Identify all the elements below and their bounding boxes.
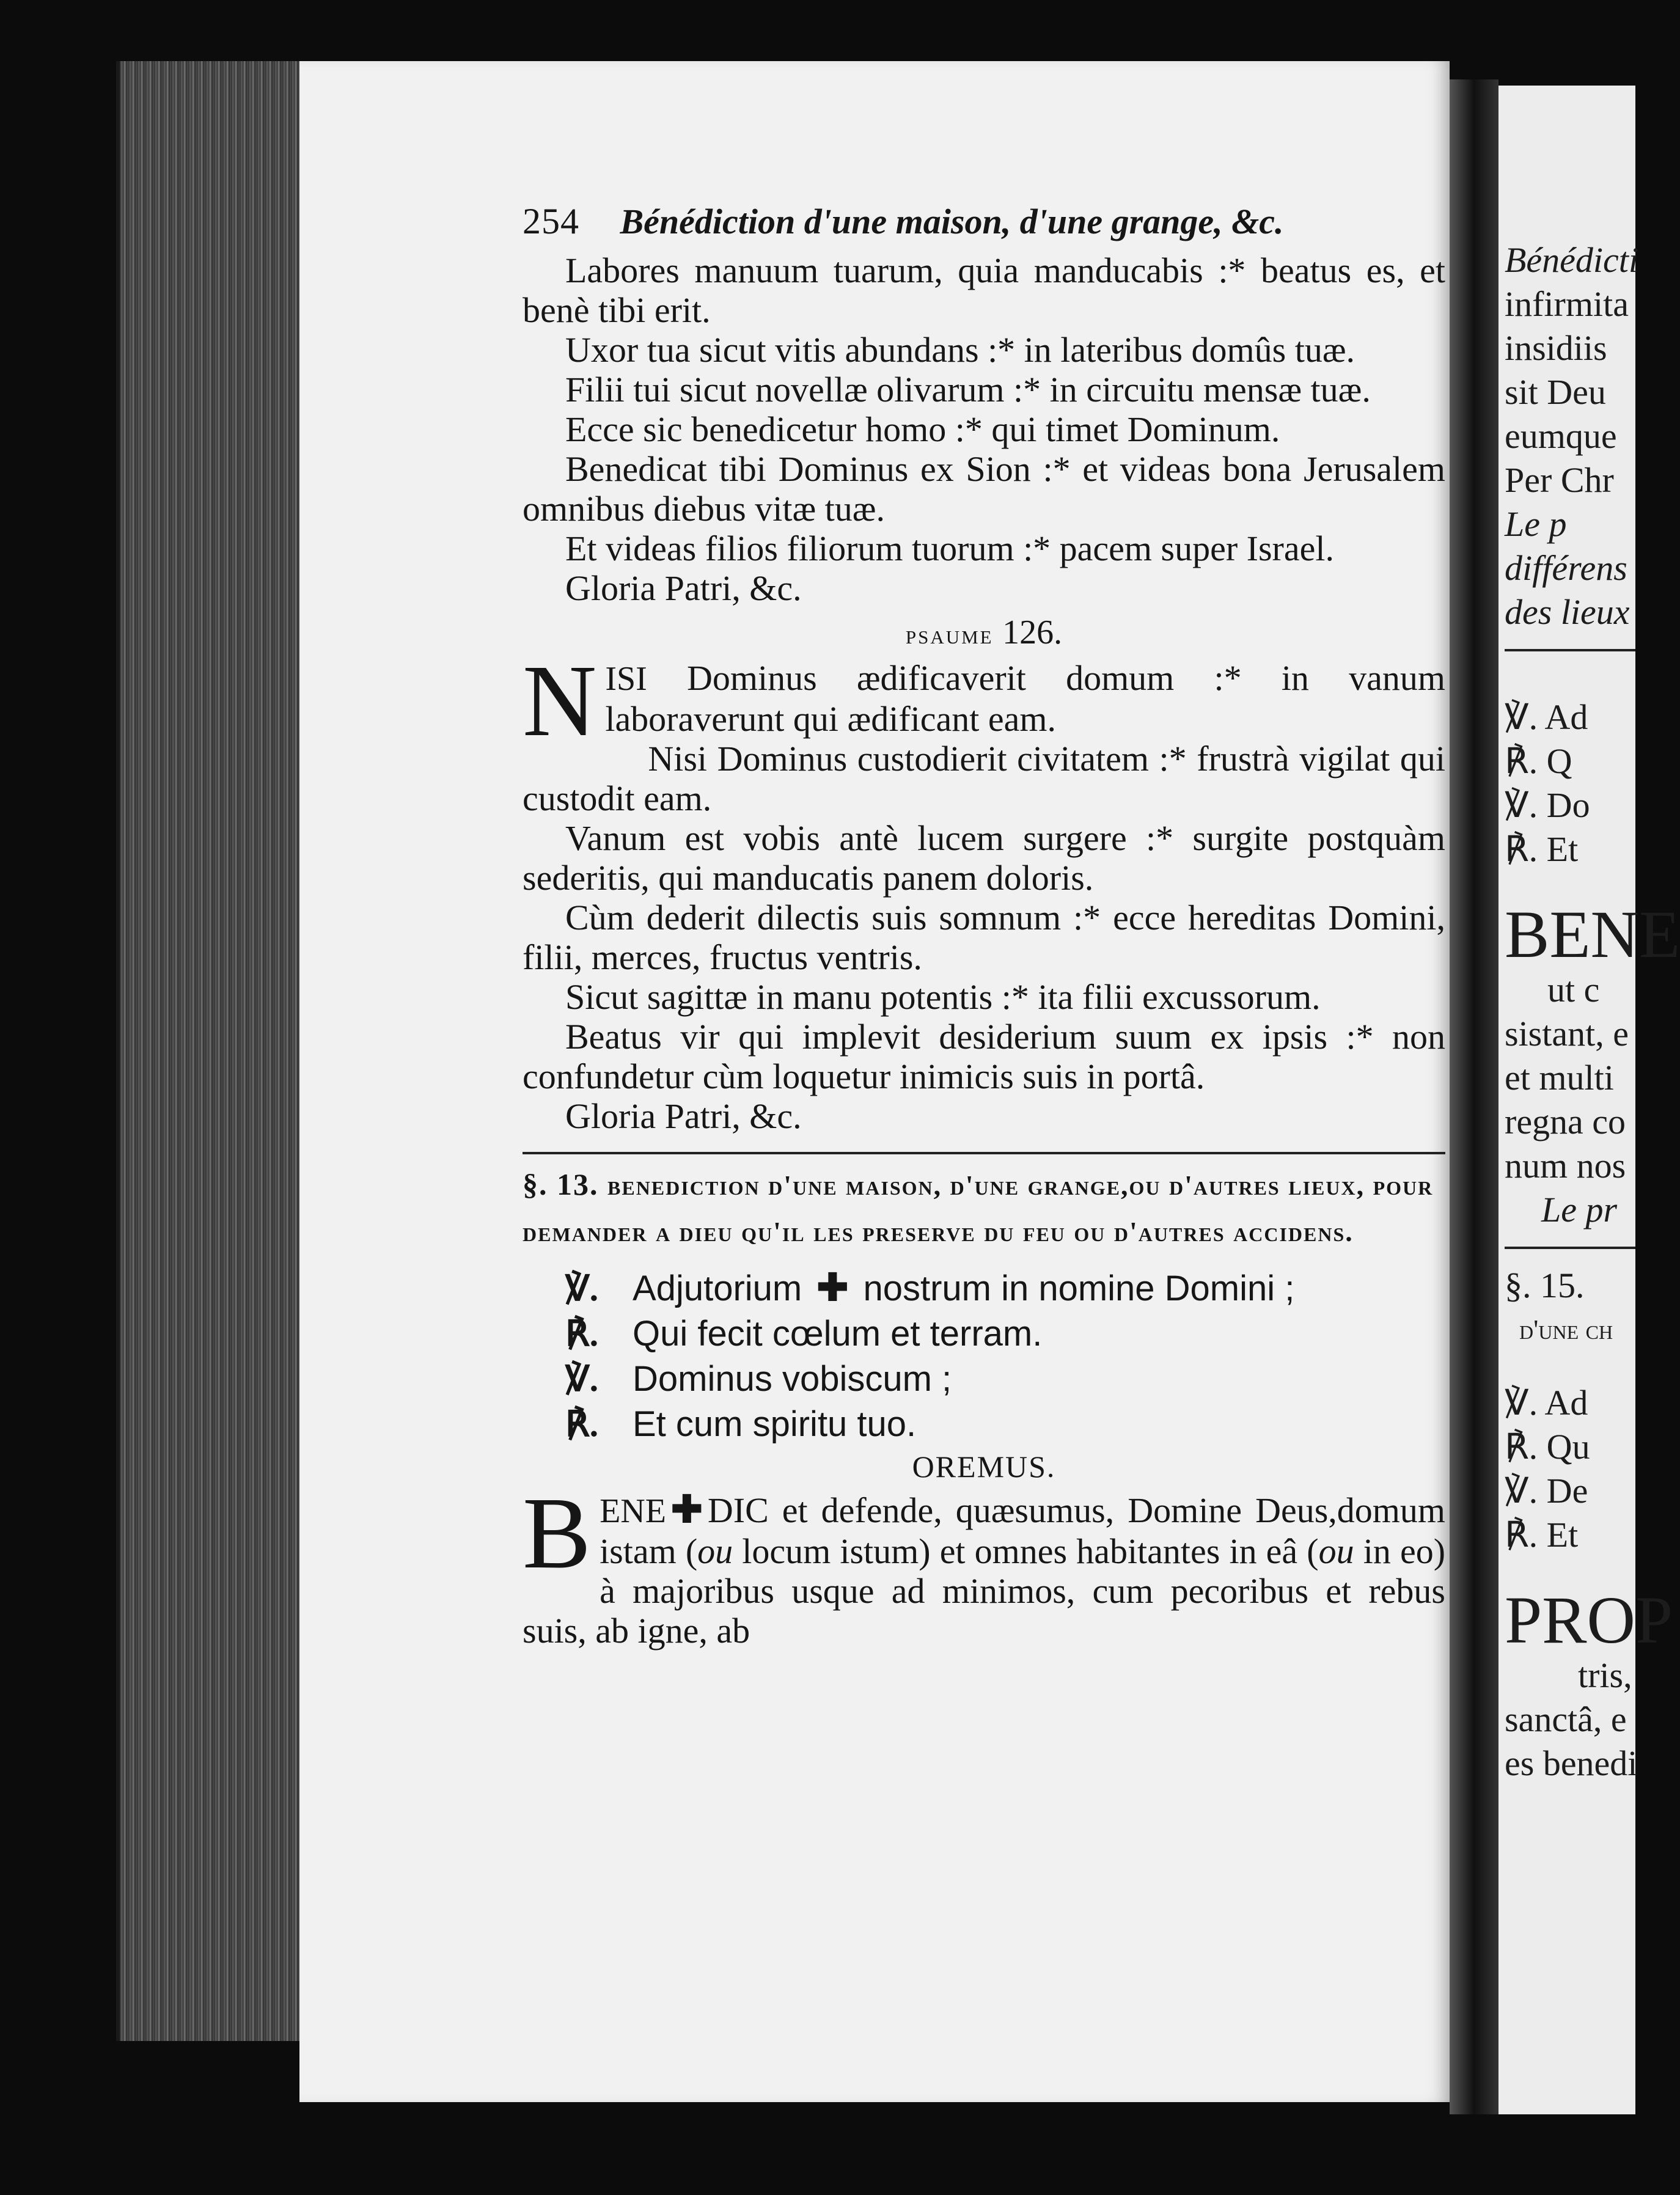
versicle-symbol: ℣. (565, 1359, 599, 1399)
right-line: es benedi (1505, 1743, 1638, 1783)
prayer-text: DIC et defende, quæsumus, Domine Deus,domum istam ( (600, 1490, 1445, 1571)
section-divider (523, 1152, 1445, 1154)
right-line: différens (1505, 548, 1627, 588)
response-line (565, 1402, 1445, 1447)
right-spacer (1505, 666, 1635, 695)
psalm-verse: Ecce sic benedicetur homo :* qui timet Dominum. (565, 409, 1280, 449)
right-line: Per Chr (1505, 460, 1614, 500)
response-line (565, 1311, 1445, 1357)
psalm-verse: Labores manuum tuarum, quia manducabis :* beatus es, et benè tibi erit. (523, 251, 1445, 330)
right-line: tris, (1578, 1655, 1632, 1695)
versicle-text: Adjutorium (633, 1269, 802, 1308)
versicle-line (565, 1266, 1445, 1311)
psalm126-first-verse (523, 644, 1445, 758)
right-divider (1505, 649, 1635, 651)
right-versicle: ℟. Q (1505, 741, 1572, 781)
right-versicle: ℣. Do (1505, 785, 1590, 825)
right-line: sanctâ, e (1505, 1699, 1627, 1739)
psalm-verse: Sicut sagittæ in manu potentis :* ita filii excussorum. (565, 977, 1321, 1017)
prayer-italic-ou: ou (1318, 1531, 1354, 1571)
right-drop-cap-line: BENE (1505, 897, 1680, 972)
right-running-head: Bénédicti (1505, 240, 1639, 280)
right-versicle: ℟. Et (1505, 1515, 1579, 1555)
right-line: Le p (1505, 504, 1567, 544)
psalm-verse: Beatus vir qui implevit desiderium suum ex ipsis :* non confundetur cùm loquetur inimicis suis in portâ. (523, 1017, 1445, 1096)
right-line: eumque (1505, 416, 1617, 456)
right-divider (1505, 1247, 1635, 1249)
right-line: num nos (1505, 1146, 1626, 1185)
right-line: ut c (1547, 970, 1600, 1010)
running-title: Bénédiction d'une maison, d'une grange, &c. (620, 202, 1284, 241)
versicle-symbol: ℣. (565, 1269, 599, 1308)
blessing-prayer (523, 1476, 1446, 1651)
response-symbol: ℟. (565, 1404, 599, 1444)
versicle-text-after: nostrum in nomine Domini ; (863, 1269, 1295, 1308)
drop-cap-n: N (523, 644, 597, 758)
psalm-verse: Cùm dederit dilectis suis somnum :* ecce hereditas Domini, filii, merces, fructus ventris. (523, 898, 1445, 977)
page-number: 254 (523, 201, 579, 241)
prayer-text: locum istum) et omnes habitantes in eâ ( (733, 1531, 1319, 1571)
psalm-verse: Et videas filios filiorum tuorum :* pacem super Israel. (565, 529, 1334, 568)
psalm-verse: Uxor tua sicut vitis abundans :* in lateribus domûs tuæ. (565, 330, 1355, 370)
right-versicle: ℣. Ad (1505, 1383, 1588, 1423)
right-versicle: ℣. De (1505, 1471, 1588, 1511)
versicle-text: Dominus vobiscum ; (633, 1359, 952, 1399)
right-page-text (1505, 238, 1680, 1786)
right-section-line: d'une ch (1519, 1314, 1613, 1345)
right-line: des lieux (1505, 592, 1630, 632)
right-spacer (1505, 1352, 1635, 1381)
response-text: Et cum spiritu tuo. (633, 1404, 917, 1444)
right-line: sit Deu (1505, 372, 1606, 412)
drop-cap-b: B (523, 1476, 592, 1590)
psalm-heading-number: 126. (1002, 614, 1063, 651)
right-spacer (1505, 871, 1635, 901)
right-line: regna co (1505, 1102, 1626, 1141)
right-section-number: §. 15. (1505, 1266, 1585, 1305)
book-gutter (1450, 79, 1498, 2114)
section-number: §. 13. (523, 1167, 599, 1201)
right-versicle: ℣. Ad (1505, 697, 1588, 737)
prayer-italic-ou: ou (697, 1531, 733, 1571)
oremus-heading: OREMUS. (912, 1449, 1056, 1484)
cross-icon: ✚ (816, 1267, 849, 1309)
psalm-verse: Benedicat tibi Dominus ex Sion :* et videas bona Jerusalem omnibus diebus vitæ tuæ. (523, 449, 1445, 529)
response-symbol: ℟. (565, 1314, 599, 1354)
versicle-line (565, 1357, 1445, 1402)
page-edges (116, 61, 303, 2041)
section-13-title (523, 1162, 1445, 1255)
right-line: Le pr (1541, 1190, 1618, 1229)
right-line: et multi (1505, 1058, 1614, 1098)
drop-cap-rest: ISI (605, 660, 647, 698)
right-line: sistant, e (1505, 1014, 1629, 1054)
right-line: infirmita (1505, 284, 1629, 324)
response-text: Qui fecit cœlum et terram. (633, 1314, 1043, 1354)
doxology: Gloria Patri, &c. (565, 1096, 802, 1136)
left-page-text (523, 202, 1445, 1651)
right-drop-cap-line: PROP (1505, 1583, 1673, 1657)
psalm-verse: Nisi Dominus custodierit civitatem :* frustrà vigilat qui custodit eam. (523, 739, 1445, 818)
cross-icon: ✚ (670, 1489, 703, 1531)
psalm-heading (523, 612, 1445, 654)
prayer-text: in eo) à majoribus usque ad minimos, cum pecoribus et rebus suis, ab igne, ab (523, 1531, 1446, 1651)
right-versicle: ℟. Qu (1505, 1427, 1590, 1467)
psalm-verse: Filii tui sicut novellæ olivarum :* in circuitu mensæ tuæ. (565, 370, 1371, 409)
running-head (523, 202, 1445, 251)
right-line: insidiis (1505, 328, 1607, 368)
doxology: Gloria Patri, &c. (565, 568, 802, 608)
right-spacer (1505, 1557, 1635, 1586)
psalm-heading-label: psaume (905, 620, 994, 650)
right-versicle: ℟. Et (1505, 829, 1579, 869)
section-title-text: benediction d'une maison, d'une grange,ou d'autres lieux, pour demander a dieu qu'il les preserve du feu ou d'autres accidens. (523, 1170, 1434, 1247)
first-verse-text: Dominus ædificaverit domum :* in vanum laboraverunt qui ædificant eam. (605, 658, 1445, 739)
drop-cap-rest: ENE (600, 1492, 666, 1530)
psalm-verse: Vanum est vobis antè lucem surgere :* surgite postquàm sederitis, qui manducatis panem doloris. (523, 818, 1445, 898)
